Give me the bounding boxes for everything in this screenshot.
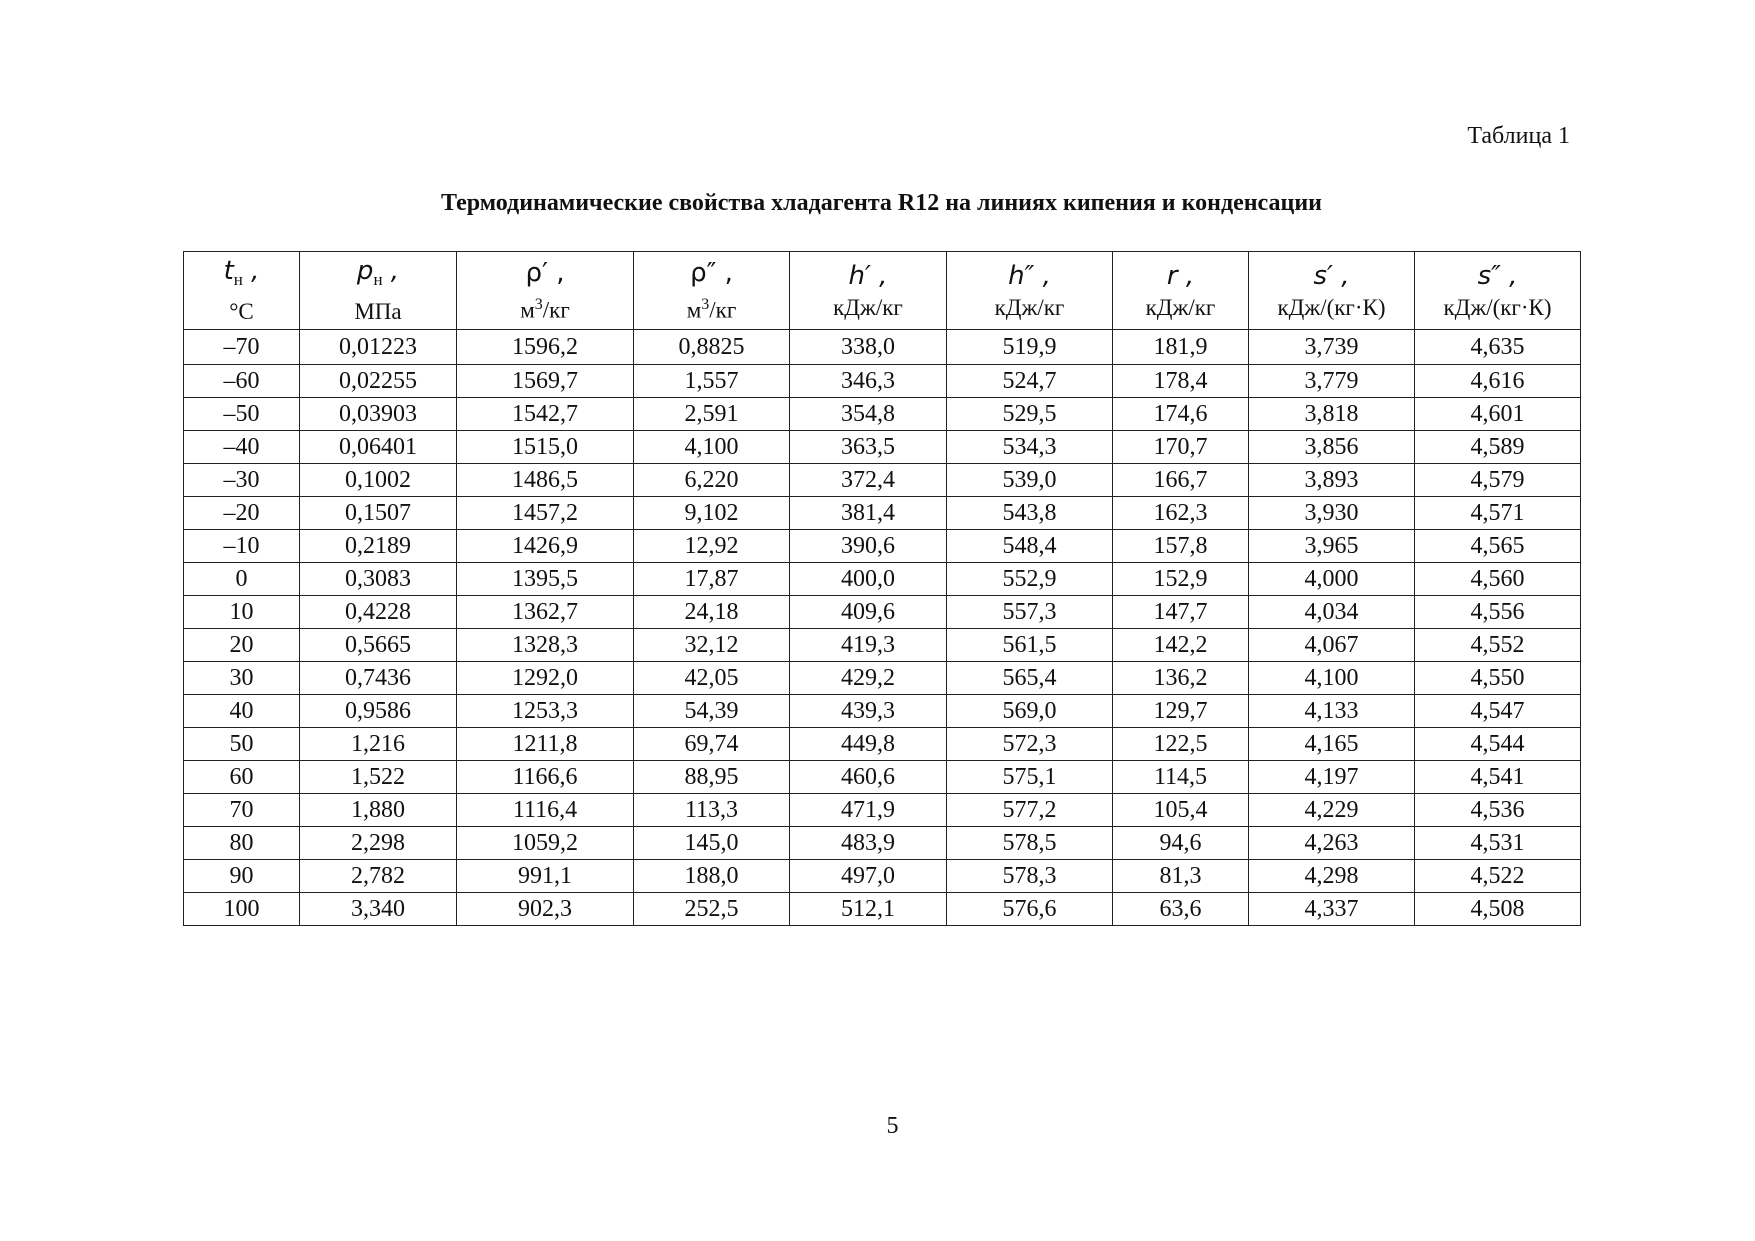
table-cell: 0,9586 [300,695,457,728]
table-cell: 4,550 [1415,662,1581,695]
table-row [184,497,1581,530]
table-cell: 0,7436 [300,662,457,695]
table-row [184,464,1581,497]
table-cell: –70 [184,330,300,365]
table-cell: 4,034 [1249,596,1415,629]
table-row [184,860,1581,893]
table-cell: 9,102 [634,497,790,530]
table-cell: 429,2 [790,662,947,695]
table-cell: 4,560 [1415,563,1581,596]
table-cell: 4,635 [1415,330,1581,365]
table-cell: 1328,3 [457,629,634,662]
table-cell: 30 [184,662,300,695]
header-cell-liquid-density [457,252,634,330]
page-number: 5 [886,1113,899,1139]
table-row [184,794,1581,827]
column-unit: кДж/кг [994,294,1065,320]
table-cell: –30 [184,464,300,497]
table-cell: 1542,7 [457,398,634,431]
table-cell: 991,1 [457,860,634,893]
table-cell: 578,3 [947,860,1113,893]
table-row [184,398,1581,431]
table-row [184,827,1581,860]
column-unit: кДж/(кг·К) [1277,294,1386,320]
table-cell: 3,818 [1249,398,1415,431]
header-cell-liquid-entropy [1249,252,1415,330]
table-cell: 346,3 [790,365,947,398]
table-cell: 534,3 [947,431,1113,464]
table-cell: 181,9 [1113,330,1249,365]
table-cell: 409,6 [790,596,947,629]
table-cell: 4,197 [1249,761,1415,794]
table-row [184,629,1581,662]
table-cell: 4,589 [1415,431,1581,464]
table-cell: 0,06401 [300,431,457,464]
table-cell: 3,893 [1249,464,1415,497]
header-cell-temperature [184,252,300,330]
table-cell: 170,7 [1113,431,1249,464]
table-cell: –20 [184,497,300,530]
table-cell: 0,5665 [300,629,457,662]
table-cell: 1457,2 [457,497,634,530]
table-cell: 4,541 [1415,761,1581,794]
table-cell: 252,5 [634,893,790,926]
table-cell: 2,782 [300,860,457,893]
table-cell: 4,100 [634,431,790,464]
table-cell: 20 [184,629,300,662]
table-cell: 4,552 [1415,629,1581,662]
table-cell: 0,02255 [300,365,457,398]
table-cell: 439,3 [790,695,947,728]
table-cell: 60 [184,761,300,794]
table-cell: 105,4 [1113,794,1249,827]
table-header [184,252,1581,330]
table-cell: 114,5 [1113,761,1249,794]
table-cell: 94,6 [1113,827,1249,860]
table-cell: 1,216 [300,728,457,761]
table-cell: –10 [184,530,300,563]
table-cell: 497,0 [790,860,947,893]
table-cell: 419,3 [790,629,947,662]
table-cell: 0 [184,563,300,596]
table-cell: 372,4 [790,464,947,497]
header-cell-latent-heat [1113,252,1249,330]
table-cell: 4,571 [1415,497,1581,530]
column-unit: кДж/кг [1145,294,1216,320]
table-row [184,893,1581,926]
table-cell: 0,01223 [300,330,457,365]
column-unit: кДж/(кг·К) [1443,294,1552,320]
table-cell: –60 [184,365,300,398]
table-cell: 1426,9 [457,530,634,563]
table-cell: 0,1507 [300,497,457,530]
table-row [184,563,1581,596]
table-cell: 543,8 [947,497,1113,530]
table-row [184,695,1581,728]
table-cell: 1292,0 [457,662,634,695]
column-symbol: ρ″ , [690,257,733,288]
header-cell-vapor-entropy [1415,252,1581,330]
column-symbol: $t_н$ , [223,255,260,290]
table-cell: 1116,4 [457,794,634,827]
column-symbol: s′ , [1313,260,1350,291]
column-symbol: h″ , [1008,260,1051,291]
table-cell: 4,536 [1415,794,1581,827]
table-cell: 0,03903 [300,398,457,431]
table-cell: 4,556 [1415,596,1581,629]
table-cell: 162,3 [1113,497,1249,530]
table-cell: 174,6 [1113,398,1249,431]
table-cell: 42,05 [634,662,790,695]
table-cell: 1059,2 [457,827,634,860]
table-cell: 3,739 [1249,330,1415,365]
header-cell-liquid-enthalpy [790,252,947,330]
table-cell: 122,5 [1113,728,1249,761]
table-cell: 4,531 [1415,827,1581,860]
table-cell: 548,4 [947,530,1113,563]
table-row [184,728,1581,761]
table-cell: 524,7 [947,365,1113,398]
table-cell: 902,3 [457,893,634,926]
table-cell: 63,6 [1113,893,1249,926]
table-cell: 69,74 [634,728,790,761]
table-cell: 24,18 [634,596,790,629]
table-cell: 0,3083 [300,563,457,596]
header-cell-vapor-density [634,252,790,330]
table-cell: 1,522 [300,761,457,794]
table-cell: 483,9 [790,827,947,860]
table-cell: 561,5 [947,629,1113,662]
table-row [184,330,1581,365]
table-cell: 4,544 [1415,728,1581,761]
table-cell: 1211,8 [457,728,634,761]
table-cell: 12,92 [634,530,790,563]
table-row [184,431,1581,464]
table-cell: 1166,6 [457,761,634,794]
table-cell: 569,0 [947,695,1113,728]
table-cell: 32,12 [634,629,790,662]
table-cell: 129,7 [1113,695,1249,728]
column-symbol: s″ , [1477,260,1518,291]
column-symbol: ρ′ , [525,257,565,288]
table-cell: 10 [184,596,300,629]
table-cell: 4,229 [1249,794,1415,827]
table-cell: 539,0 [947,464,1113,497]
table-cell: 4,298 [1249,860,1415,893]
table-cell: 577,2 [947,794,1113,827]
table-cell: 178,4 [1113,365,1249,398]
table-cell: 50 [184,728,300,761]
table-body [184,330,1581,926]
table-cell: 1,557 [634,365,790,398]
table-cell: 4,547 [1415,695,1581,728]
table-cell: 4,067 [1249,629,1415,662]
table-row [184,662,1581,695]
table-cell: 88,95 [634,761,790,794]
table-cell: 4,165 [1249,728,1415,761]
column-symbol: h′ , [848,260,888,291]
table-cell: 166,7 [1113,464,1249,497]
table-cell: 1515,0 [457,431,634,464]
table-cell: 1486,5 [457,464,634,497]
column-symbol: $p_н$ , [356,255,400,290]
table-cell: 578,5 [947,827,1113,860]
table-cell: 354,8 [790,398,947,431]
table-cell: 575,1 [947,761,1113,794]
table-cell: 100 [184,893,300,926]
table-cell: 449,8 [790,728,947,761]
table-cell: 81,3 [1113,860,1249,893]
table-cell: 70 [184,794,300,827]
table-cell: 1362,7 [457,596,634,629]
table-cell: 4,263 [1249,827,1415,860]
table-cell: 17,87 [634,563,790,596]
table-cell: 4,522 [1415,860,1581,893]
table-cell: 3,856 [1249,431,1415,464]
table-cell: 565,4 [947,662,1113,695]
table-cell: 0,8825 [634,330,790,365]
table-cell: 1,880 [300,794,457,827]
table-cell: 3,340 [300,893,457,926]
table-cell: 400,0 [790,563,947,596]
table-cell: 4,100 [1249,662,1415,695]
table-cell: 2,298 [300,827,457,860]
column-unit: кДж/кг [833,294,903,320]
table-row [184,365,1581,398]
table-cell: 3,965 [1249,530,1415,563]
table-cell: 0,2189 [300,530,457,563]
table-cell: 113,3 [634,794,790,827]
table-cell: 4,133 [1249,695,1415,728]
table-cell: 136,2 [1113,662,1249,695]
table-cell: 1596,2 [457,330,634,365]
table-cell: 2,591 [634,398,790,431]
table-cell: –50 [184,398,300,431]
table-cell: 4,337 [1249,893,1415,926]
column-unit: $м^3/кг$ [686,295,737,323]
table-cell: 390,6 [790,530,947,563]
table-cell: 188,0 [634,860,790,893]
table-cell: 145,0 [634,827,790,860]
table-cell: 0,4228 [300,596,457,629]
column-unit: °С [229,299,254,325]
table-cell: 4,565 [1415,530,1581,563]
table-cell: 4,601 [1415,398,1581,431]
table-cell: 519,9 [947,330,1113,365]
table-row [184,761,1581,794]
table-cell: 552,9 [947,563,1113,596]
table-cell: 576,6 [947,893,1113,926]
table-cell: 40 [184,695,300,728]
column-unit: МПа [354,299,402,325]
column-unit: $м^3/кг$ [520,295,570,323]
table-cell: 4,508 [1415,893,1581,926]
table-cell: 381,4 [790,497,947,530]
table-cell: 471,9 [790,794,947,827]
table-cell: 338,0 [790,330,947,365]
table-row [184,596,1581,629]
table-cell: 54,39 [634,695,790,728]
header-row [184,252,1581,330]
table-cell: 557,3 [947,596,1113,629]
header-cell-pressure [300,252,457,330]
refrigerant-properties-table [183,251,1581,926]
table-cell: –40 [184,431,300,464]
table-cell: 3,930 [1249,497,1415,530]
header-cell-vapor-enthalpy [947,252,1113,330]
table-cell: 460,6 [790,761,947,794]
table-cell: 1569,7 [457,365,634,398]
table-cell: 6,220 [634,464,790,497]
table-cell: 363,5 [790,431,947,464]
table-number-label: Таблица 1 [1467,123,1570,149]
table-cell: 157,8 [1113,530,1249,563]
table-cell: 512,1 [790,893,947,926]
table-cell: 90 [184,860,300,893]
table-cell: 147,7 [1113,596,1249,629]
table-cell: 80 [184,827,300,860]
table-cell: 529,5 [947,398,1113,431]
table-cell: 142,2 [1113,629,1249,662]
table-title: Термодинамические свойства хладагента R12 на линиях кипения и конденсации [440,190,1322,216]
table-cell: 1395,5 [457,563,634,596]
table-cell: 4,616 [1415,365,1581,398]
table-cell: 1253,3 [457,695,634,728]
table-row [184,530,1581,563]
table-cell: 4,000 [1249,563,1415,596]
column-symbol: r , [1166,260,1195,291]
table-cell: 572,3 [947,728,1113,761]
table-cell: 0,1002 [300,464,457,497]
table-cell: 4,579 [1415,464,1581,497]
table-cell: 3,779 [1249,365,1415,398]
table-cell: 152,9 [1113,563,1249,596]
